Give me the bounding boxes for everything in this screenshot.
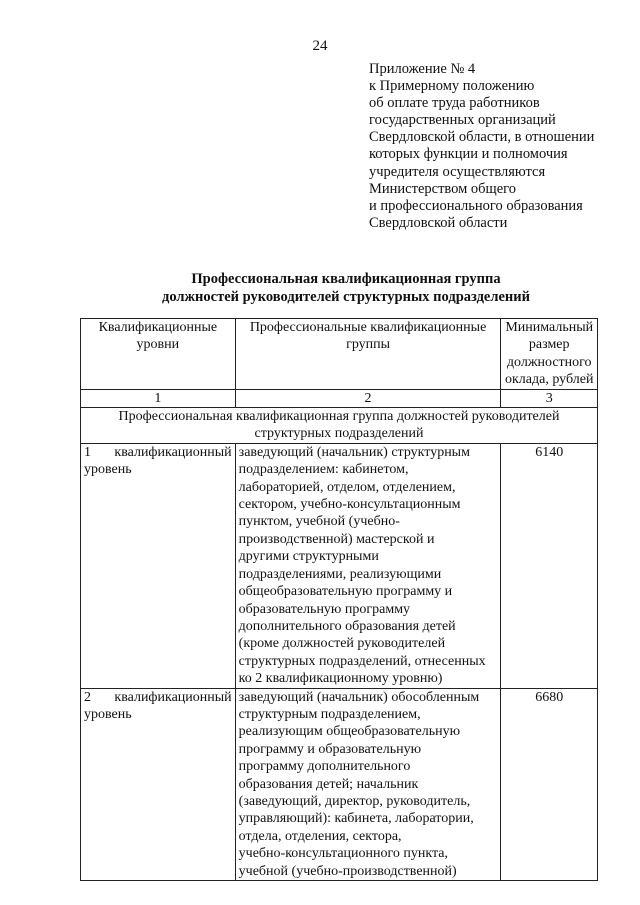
group-text: структурных подразделений xyxy=(254,426,424,442)
document-title xyxy=(0,270,640,306)
position-line: (заведующий, директор, руководитель, xyxy=(238,793,471,809)
level-cell xyxy=(81,688,236,880)
appendix-line: Свердловской области xyxy=(369,214,508,231)
header-cell-salary xyxy=(501,319,598,390)
appendix-line: к Примерному положению xyxy=(369,78,535,95)
position-line: структурным подразделением, xyxy=(238,706,421,722)
group-row xyxy=(81,408,598,444)
header-text: Профессиональные квалификационные xyxy=(249,320,487,335)
position-line: сектором, учебно-консультационным xyxy=(238,497,461,513)
qualification-table xyxy=(80,318,598,881)
appendix-block xyxy=(369,61,619,232)
title-line: должностей руководителей структурных подразделений xyxy=(162,289,530,305)
header-text: Минимальный xyxy=(505,320,594,335)
salary-cell: 6680 xyxy=(501,688,598,880)
header-text: группы xyxy=(346,337,391,353)
position-line: другими структурными xyxy=(238,549,379,565)
level-suffix: уровень xyxy=(84,706,132,722)
position-line: заведующий (начальник) обособленным xyxy=(238,689,480,705)
position-line: управляющий): кабинета, лаборатории, xyxy=(238,811,474,827)
position-line: образовательную программу xyxy=(238,601,411,617)
table-row xyxy=(81,443,598,688)
position-line: пунктом, учебной (учебно- xyxy=(238,514,400,530)
column-number: 2 xyxy=(235,389,501,407)
position-line: производственной) мастерской и xyxy=(238,531,435,547)
header-cell-groups xyxy=(235,319,501,390)
position-line: структурных подразделений, отнесенных xyxy=(238,653,486,669)
position-line: (кроме должностей руководителей xyxy=(238,636,446,652)
table-header-row xyxy=(81,319,598,390)
appendix-line: и профессионального образования xyxy=(369,197,583,214)
table-row xyxy=(81,688,598,880)
header-text: оклада, рублей xyxy=(505,372,594,388)
header-text: размер xyxy=(528,337,570,353)
position-line: программу дополнительного xyxy=(238,759,411,775)
position-line: реализующим общеобразовательную xyxy=(238,724,461,740)
header-cell-levels xyxy=(81,319,236,390)
group-cell xyxy=(81,408,598,444)
appendix-line: Свердловской области, в отношении xyxy=(369,129,595,146)
title-line: Профессиональная квалификационная группа xyxy=(191,271,501,287)
positions-cell xyxy=(235,688,501,880)
position-line: образования детей; начальник xyxy=(238,776,419,792)
column-number-row xyxy=(81,389,598,407)
salary-cell: 6140 xyxy=(501,443,598,688)
position-line: подразделениями, реализующими xyxy=(238,566,442,582)
position-line: программу и образовательную xyxy=(238,741,422,757)
level-cell xyxy=(81,443,236,688)
appendix-line: Приложение № 4 xyxy=(369,61,476,77)
level-word: квалификационный xyxy=(114,689,232,705)
appendix-line: государственных организаций xyxy=(369,112,556,129)
level-number: 2 xyxy=(84,689,91,705)
positions-cell xyxy=(235,443,501,688)
page-number: 24 xyxy=(312,38,328,54)
header-text: Квалификационные xyxy=(98,320,218,335)
header-text: должностного xyxy=(506,354,592,370)
position-line: общеобразовательную программу и xyxy=(238,584,453,600)
appendix-line: учредителя осуществляются xyxy=(369,163,546,180)
column-number: 1 xyxy=(81,389,236,407)
position-line: учебно-консультационного пункта, xyxy=(238,846,449,862)
header-text: уровни xyxy=(136,337,180,353)
appendix-line: которых функции и полномочия xyxy=(369,146,568,163)
position-line: ко 2 квалификационному уровню) xyxy=(238,671,443,687)
group-text: Профессиональная квалификационная группа должностей руководителей xyxy=(118,409,560,425)
column-number: 3 xyxy=(501,389,598,407)
level-suffix: уровень xyxy=(84,462,132,478)
position-line: отдела, отделения, сектора, xyxy=(238,828,402,844)
level-word: квалификационный xyxy=(114,444,232,460)
position-line: лабораторией, отделом, отделением, xyxy=(238,479,456,495)
position-line: дополнительного образования детей xyxy=(238,618,456,634)
position-line: учебной (учебно-производственной) xyxy=(238,863,457,879)
appendix-line: об оплате труда работников xyxy=(369,95,540,112)
position-line: подразделением: кабинетом, xyxy=(238,462,409,478)
position-line: заведующий (начальник) структурным xyxy=(238,444,470,460)
appendix-line: Министерством общего xyxy=(369,180,516,197)
level-number: 1 xyxy=(84,444,91,460)
